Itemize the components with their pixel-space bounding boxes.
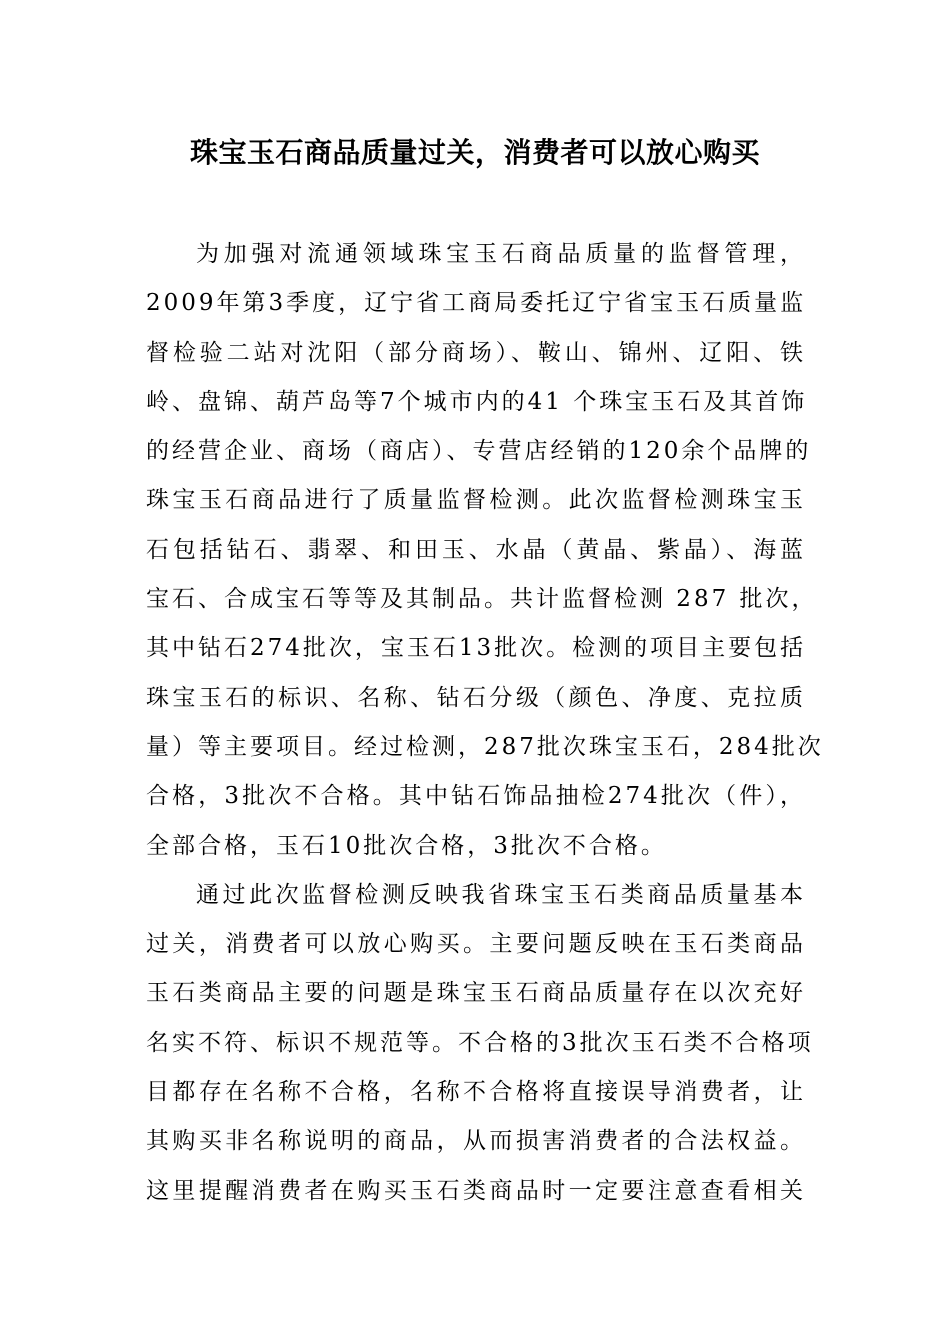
paragraph-line: 珠宝玉石商品进行了质量监督检测。此次监督检测珠宝玉 <box>146 487 806 514</box>
paragraph-line: 名实不符、标识不规范等。不合格的3批次玉石类不合格项 <box>146 1029 814 1056</box>
document-body <box>146 230 824 1216</box>
paragraph-1 <box>146 230 824 871</box>
paragraph-line: 珠宝玉石的标识、名称、钻石分级（颜色、净度、克拉质 <box>146 684 806 711</box>
paragraph-line: 岭、盘锦、葫芦岛等7个城市内的41 个珠宝玉石及其首饰 <box>146 388 808 415</box>
paragraph-line: 为加强对流通领域珠宝玉石商品质量的监督管理， <box>196 241 806 267</box>
paragraph-line: 其中钻石274批次，宝玉石13批次。检测的项目主要包括 <box>146 635 807 662</box>
paragraph-line: 过关，消费者可以放心购买。主要问题反映在玉石类商品 <box>146 931 806 958</box>
paragraph-2 <box>146 871 814 1216</box>
paragraph-line: 通过此次监督检测反映我省珠宝玉石类商品质量基本 <box>196 881 806 908</box>
document-title: 珠宝玉石商品质量过关，消费者可以放心购买 <box>189 136 760 169</box>
paragraph-line: 其购买非名称说明的商品，从而损害消费者的合法权益。 <box>146 1128 806 1155</box>
paragraph-line: 全部合格，玉石10批次合格，3批次不合格。 <box>146 832 667 859</box>
paragraph-line: 合格，3批次不合格。其中钻石饰品抽检274批次（件）， <box>146 783 806 810</box>
paragraph-line: 2009年第3季度，辽宁省工商局委托辽宁省宝玉石质量监 <box>146 290 807 317</box>
paragraph-line: 量）等主要项目。经过检测，287批次珠宝玉石，284批次 <box>146 733 824 760</box>
paragraph-line: 石包括钻石、翡翠、和田玉、水晶（黄晶、紫晶）、海蓝 <box>146 536 806 563</box>
paragraph-line: 玉石类商品主要的问题是珠宝玉石商品质量存在以次充好 <box>146 980 806 1007</box>
paragraph-line: 督检验二站对沈阳（部分商场）、鞍山、锦州、辽阳、铁 <box>146 339 806 366</box>
paragraph-line: 这里提醒消费者在购买玉石类商品时一定要注意查看相关 <box>146 1177 806 1204</box>
paragraph-line: 的经营企业、商场（商店）、专营店经销的120余个品牌的 <box>146 438 812 465</box>
paragraph-line: 目都存在名称不合格，名称不合格将直接误导消费者，让 <box>146 1079 806 1106</box>
paragraph-line: 宝石、合成宝石等等及其制品。共计监督检测 287 批次， <box>146 586 818 613</box>
